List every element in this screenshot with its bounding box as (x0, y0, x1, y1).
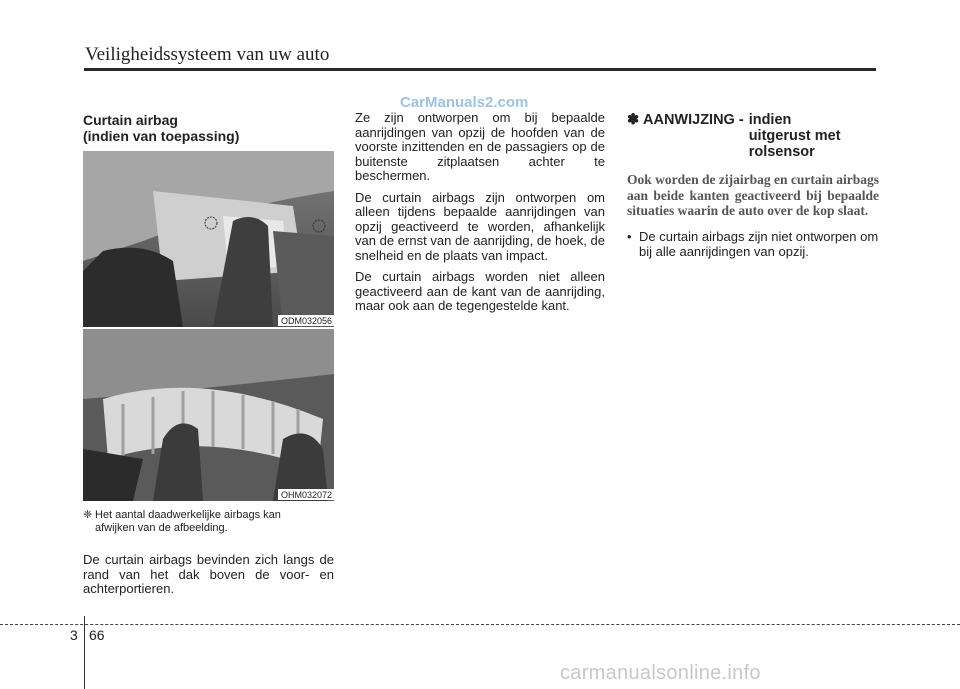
note-line-1: Het aantal daadwerkelijke airbags kan (95, 509, 281, 521)
watermark-link[interactable]: CarManuals2.com (400, 94, 529, 111)
column-2 (355, 111, 605, 321)
page-header-title: Veiligheidssysteem van uw auto (85, 44, 330, 65)
interior-illustration (83, 151, 334, 327)
heading-line-2: (indien van toepassing) (83, 128, 240, 144)
notice-sub-1: indien (748, 112, 792, 128)
header-rule (84, 68, 876, 71)
notice-subtitle (749, 112, 841, 160)
note-line-2: afwijken van de afbeelding. (95, 522, 228, 534)
bullet-item (627, 229, 879, 259)
footer-rule (0, 624, 960, 625)
bullet-text: De curtain airbags zijn niet ontworpen om bij alle aanrijdingen van opzij. (639, 228, 879, 259)
photo-code-label: OHM032072 (278, 489, 334, 500)
page-number: 66 (89, 627, 105, 643)
bullet-icon: • (627, 228, 632, 244)
footer-divider (84, 616, 85, 689)
note-symbol-icon: ❈ (83, 509, 93, 521)
notice-text: Ook worden de zijairbag en curtain airbags aan beide kanten geactiveerd bij bepaalde situaties waarin de auto over de kop slaat. (627, 172, 879, 218)
notice-title: AANWIJZING - (643, 112, 744, 128)
notice-star-icon: ✽ (627, 112, 640, 128)
notice-heading (627, 112, 879, 160)
airbag-deployed-photo (83, 329, 334, 501)
column-3 (627, 112, 879, 259)
col1-body (83, 553, 334, 604)
body-paragraph: De curtain airbags bevinden zich langs de rand van het dak boven de voor- en achterportieren. (83, 552, 334, 596)
airbag-illustration (83, 329, 334, 501)
section-heading (83, 112, 334, 144)
notice-sub-2: uitgerust met (748, 128, 841, 144)
car-interior-photo (83, 151, 334, 327)
body-paragraph: De curtain airbags worden niet alleen geactiveerd aan de kant van de aanrijding, maar ook aan de tegengestelde kant. (355, 269, 605, 313)
body-paragraph: De curtain airbags zijn ontworpen om alleen tijdens bepaalde aanrijdingen van opzij geactiveerd te worden, afhankelijk van de ernst van de aanrijding, de hoek, de snelheid en de plaats van impact. (355, 189, 605, 263)
body-paragraph: Ze zijn ontworpen om bij bepaalde aanrijdingen van opzij de hoofden van de voorste inzittenden en de passagiers op de buitenste zitplaatsen achter te beschermen. (355, 110, 605, 183)
chapter-number: 3 (70, 627, 78, 643)
heading-line-1: Curtain airbag (83, 112, 178, 128)
image-disclaimer-note (83, 509, 334, 535)
photo-code-label: ODM032056 (278, 315, 334, 326)
watermark-footer: carmanualsonline.info (560, 662, 761, 684)
notice-sub-3: rolsensor (748, 144, 815, 160)
